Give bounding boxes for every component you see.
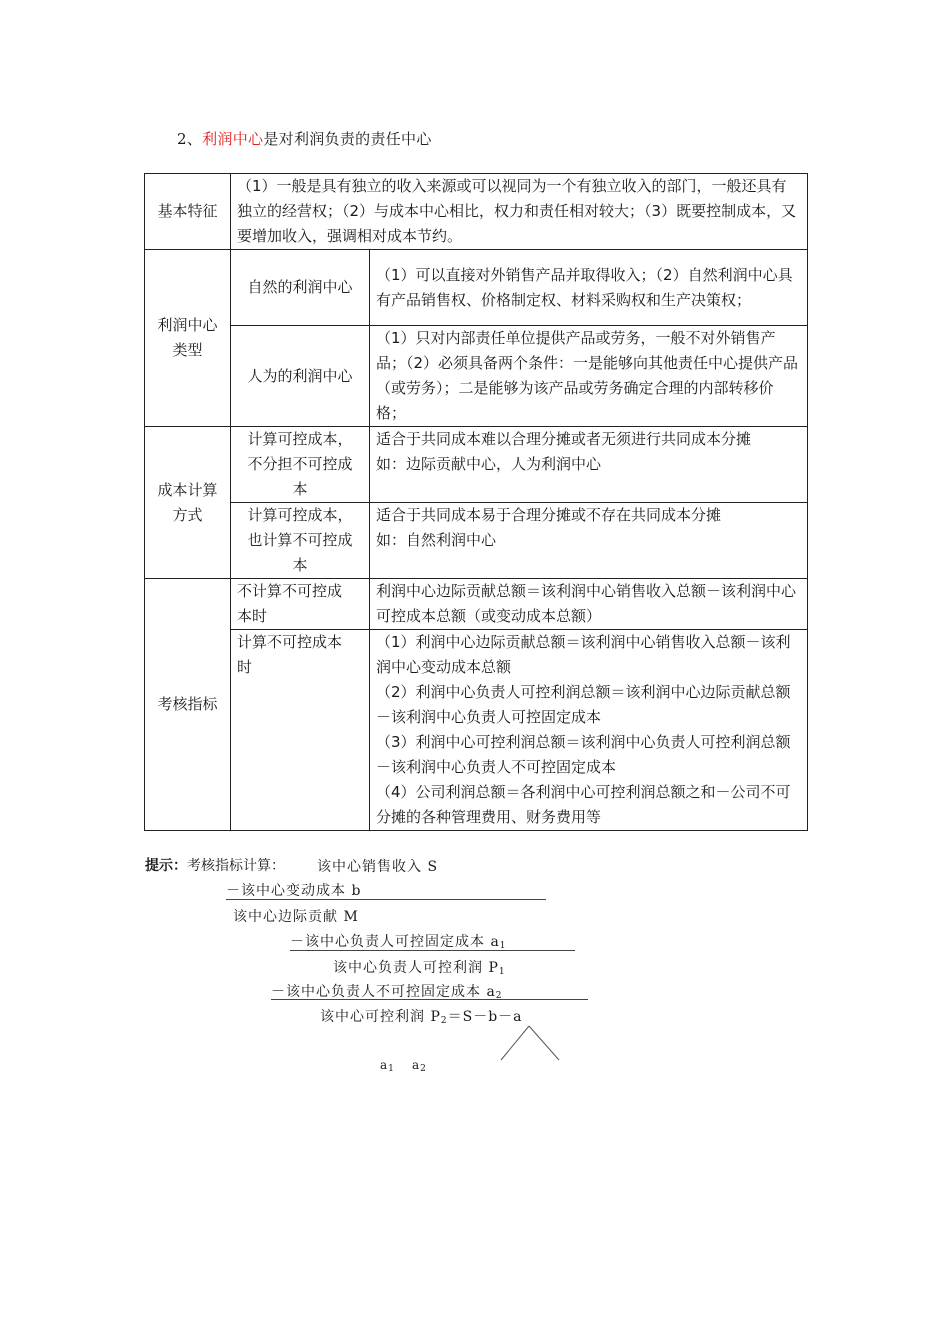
row-label-cost-method: 成本计算 方式 [145,427,231,579]
assessment-2-label: 计算不可控成本 时 [231,630,370,831]
table-row [145,326,808,427]
row-label-types: 利润中心 类型 [145,250,231,427]
heading-number: 2、 [177,130,203,148]
calc-divider [290,950,575,951]
assessment-1-label: 不计算不可控成 本时 [231,579,370,630]
calc-divider [271,999,588,1000]
leg-a1: $a_1$ [380,1058,395,1074]
table-row [145,630,808,831]
cost-method-1-label: 计算可控成本， 不分担不可控成 本 [231,427,370,503]
assessment-item: （1）利润中心边际贡献总额＝该利润中心销售收入总额－该利润中心变动成本总额 [376,633,791,676]
tip-block [145,855,285,877]
calc-line-controllable-profit: 该中心可控利润 $P_2=S-b-a$ [320,1009,523,1026]
natural-profit-center-label: 自然的利润中心 [231,250,370,326]
natural-profit-center-text: （1）可以直接对外销售产品并取得收入；（2）自然利润中心具有产品销售权、价格制定权、材料采购权和生产决策权； [370,250,808,326]
calc-line-uncontrollable-fixed: －该中心负责人不可控固定成本 $a_2$ [271,984,503,1001]
leg-a2: $a_2$ [412,1058,427,1074]
cost-method-2-text: 适合于共同成本易于合理分摊或不存在共同成本分摊 如：自然利润中心 [370,503,808,579]
branch-line-right [529,1026,559,1060]
cost-method-2-label: 计算可控成本， 也计算不可控成 本 [231,503,370,579]
calc-line-revenue: 该中心销售收入 S [317,859,439,875]
cost-method-1-text: 适合于共同成本难以合理分摊或者无须进行共同成本分摊 如：边际贡献中心，人为利润中心 [370,427,808,503]
assessment-item: （2）利润中心负责人可控利润总额＝该利润中心边际贡献总额－该利润中心负责人可控固定成本 [376,683,791,726]
calc-divider [226,899,546,900]
assessment-item: （4）公司利润总额＝各利润中心可控利润总额之和－公司不可分摊的各种管理费用、财务费用等 [376,783,791,826]
assessment-item: （3）利润中心可控利润总额＝该利润中心负责人可控利润总额－该利润中心负责人不可控固定成本 [376,733,791,776]
basic-features-text: （1）一般是具有独立的收入来源或可以视同为一个有独立收入的部门，一般还具有独立的经营权；（2）与成本中心相比，权力和责任相对较大；（3）既要控制成本，又要增加收入，强调相对成本节约。 [231,174,808,250]
heading-rest: 是对利润负责的责任中心 [263,130,432,148]
profit-center-table [144,173,808,831]
calc-line-margin: 该中心边际贡献 M [233,909,359,925]
row-label-assessment: 考核指标 [145,579,231,831]
calc-line-manager-profit: 该中心负责人可控利润 $P_1$ [333,960,506,977]
table-row [145,174,808,250]
branch-line-left [501,1026,529,1060]
branch-lines [495,1024,565,1064]
tip-label: 提示： [145,858,187,874]
tip-intro: 考核指标计算： [187,858,285,874]
section-heading [177,128,432,149]
table-row [145,427,808,503]
artificial-profit-center-label: 人为的利润中心 [231,326,370,427]
artificial-profit-center-text: （1）只对内部责任单位提供产品或劳务，一般不对外销售产品；（2）必须具备两个条件：一是能够向其他责任中心提供产品（或劳务）；二是能够为该产品或劳务确定合理的内部转移价格； [370,326,808,427]
assessment-1-text: 利润中心边际贡献总额＝该利润中心销售收入总额－该利润中心可控成本总额（或变动成本总额） [370,579,808,630]
calc-line-variable-cost: －该中心变动成本 b [226,883,362,899]
row-label-basic-features: 基本特征 [145,174,231,250]
calc-line-controllable-fixed: －该中心负责人可控固定成本 $a_1$ [290,934,507,951]
table-row [145,250,808,326]
table-row [145,579,808,630]
table-row [145,503,808,579]
heading-highlight: 利润中心 [202,130,264,148]
assessment-2-text [370,630,808,831]
